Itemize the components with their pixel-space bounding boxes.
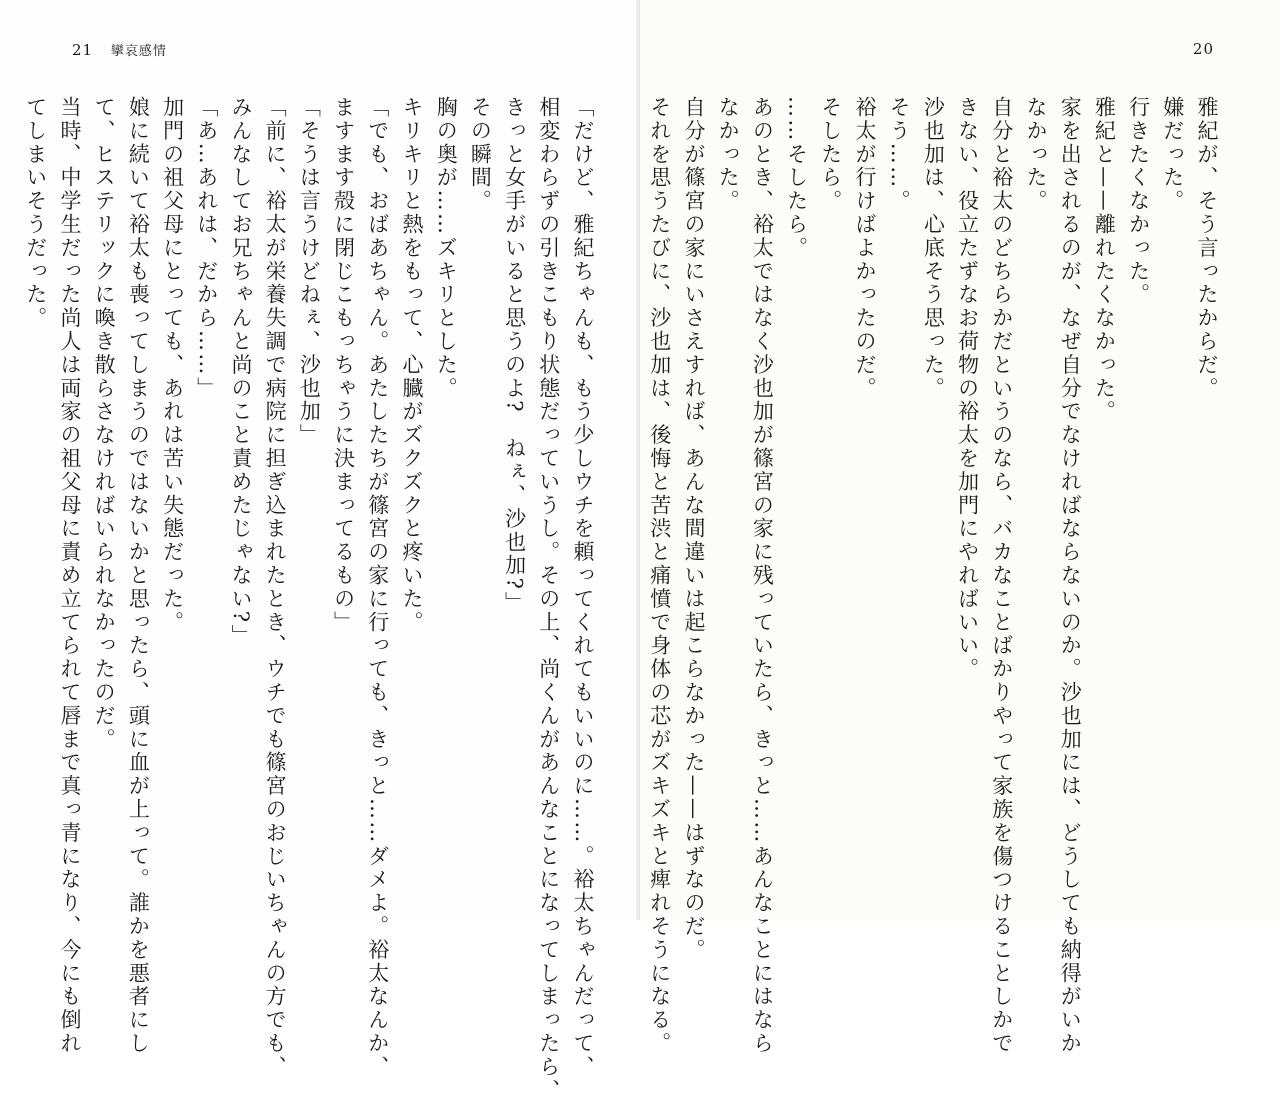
text-line: キリキリと熱をもって、心臓がズクズクと疼いた。 bbox=[399, 96, 424, 635]
text-line: 相変わらずの引きこもり状態だっていうし。その上、尚くんがあんなことになってしまったら、 bbox=[536, 96, 561, 1102]
left-page-header bbox=[72, 40, 167, 59]
text-line: 嫌だった。 bbox=[1160, 96, 1185, 213]
text-line: 雅紀と——離れたくなかった。 bbox=[1092, 96, 1117, 424]
text-line: 「でも、おばあちゃん。あたしたちが篠宮の家に行っても、きっと……ダメよ。裕太なんか、 bbox=[365, 96, 390, 1079]
text-line: 娘に続いて裕太も喪ってしまうのではないかと思ったら、頭に血が上って。誰かを悪者にし bbox=[126, 96, 151, 1056]
text-line: なかった。 bbox=[716, 96, 741, 213]
text-line: あのとき、裕太ではなく沙也加が篠宮の家に残っていたら、きっと……あんなことにはなら bbox=[750, 96, 775, 1056]
text-line: 当時、中学生だった尚人は両家の祖父母に責め立てられて唇まで真っ青になり、今にも倒れ bbox=[57, 96, 82, 1056]
left-page-number: 21 bbox=[72, 41, 94, 59]
text-line: 自分が篠宮の家にいさえすれば、あんな間違いは起こらなかった——はずなのだ。 bbox=[681, 96, 706, 962]
text-line: 家を出されるのが、なぜ自分でなければならないのか。沙也加には、どうしても納得がいか bbox=[1058, 96, 1083, 1056]
text-line: 「前に、裕太が栄養失調で病院に担ぎ込まれたとき、ウチでも篠宮のおじいちゃんの方でも、 bbox=[263, 96, 288, 1079]
text-line: 自分と裕太のどちらかだというのなら、バカなことばかりやって家族を傷つけることしかで bbox=[989, 96, 1014, 1056]
text-line: 沙也加は、心底そう思った。 bbox=[921, 96, 946, 401]
running-title: 攣哀感情 bbox=[110, 44, 167, 59]
text-line: 「だけど、雅紀ちゃんも、もう少しウチを頼ってくれてもいいのに……。裕太ちゃんだって、 bbox=[571, 96, 595, 1079]
text-line: きっと女手がいると思うのよ? ねぇ、沙也加?」 bbox=[502, 96, 527, 615]
text-line: て、ヒステリックに喚き散らさなければいられなかったのだ。 bbox=[92, 96, 117, 752]
text-line: 雅紀が、そう言ったからだ。 bbox=[1195, 96, 1219, 401]
right-page bbox=[640, 0, 1280, 1056]
left-page-text bbox=[23, 96, 600, 1102]
text-line: 「あ…あれは、だから……」 bbox=[194, 96, 219, 401]
text-line: それを思うたびに、沙也加は、後悔と苦渋と痛憤で身体の芯がズキズキと痺れそうになる。 bbox=[647, 96, 672, 1056]
text-line: 加門の祖父母にとっても、あれは苦い失態だった。 bbox=[160, 96, 185, 635]
text-line: その瞬間。 bbox=[468, 96, 493, 213]
text-line: てしまいそうだった。 bbox=[23, 96, 48, 330]
text-line: 胸の奥が……ズキリとした。 bbox=[434, 96, 459, 401]
text-line: ……そしたら。 bbox=[784, 96, 809, 260]
text-line: そしたら。 bbox=[818, 96, 843, 213]
text-line: 行きたくなかった。 bbox=[1126, 96, 1151, 307]
right-page-number: 20 bbox=[1192, 40, 1214, 58]
text-line: そう……。 bbox=[887, 96, 912, 213]
text-line: 裕太が行けばよかったのだ。 bbox=[852, 96, 877, 401]
text-line: ますます殻に閉じこもっちゃうに決まってるもの」 bbox=[331, 96, 356, 635]
text-line: きない、役立たずなお荷物の裕太を加門にやればいい。 bbox=[955, 96, 980, 681]
right-page-text bbox=[647, 96, 1224, 1056]
text-line: なかった。 bbox=[1023, 96, 1048, 213]
text-line: 「そうは言うけどねぇ、沙也加」 bbox=[297, 96, 322, 447]
text-line: みんなしてお兄ちゃんと尚のこと責めたじゃない?」 bbox=[228, 96, 253, 648]
